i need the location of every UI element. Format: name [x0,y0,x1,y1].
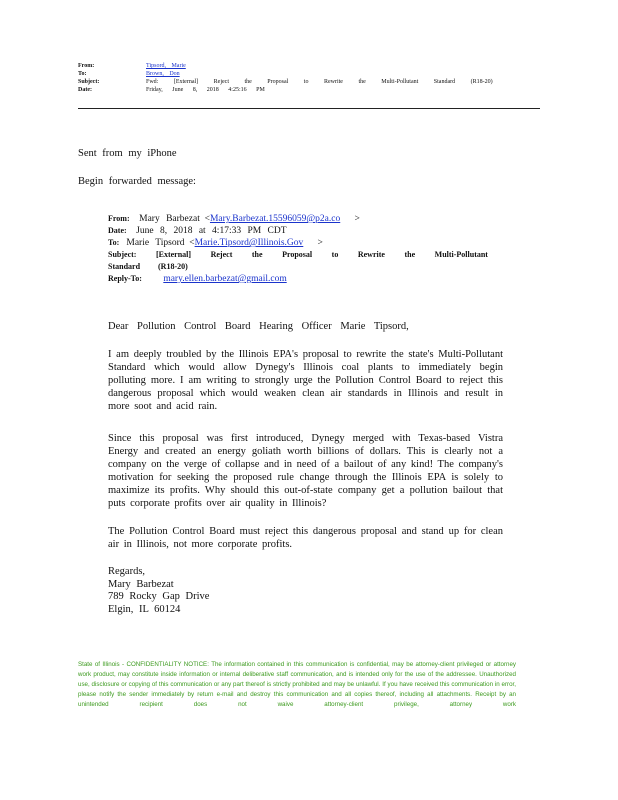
signature [108,566,209,616]
signature-closing: Regards, [108,566,146,577]
header-subject-row [78,78,493,86]
header-to-link[interactable]: Brown, Don [146,71,180,77]
header-divider [78,108,540,109]
fwd-subject-word: Reject [210,250,233,259]
header-subject-value: Fwd: [External] Reject the Proposal to Rewrite the Multi-Pollutant Standard (R18-20) [146,79,493,85]
fwd-subject-word: Multi-Pollutant [434,250,488,259]
fwd-date-row [108,225,488,237]
header-to-label: To: [78,71,87,77]
fwd-from-label: From: [108,214,130,223]
header-date-row [78,86,493,94]
fwd-replyto-label: Reply-To: [108,274,142,283]
fwd-subject-word: the [251,250,263,259]
fwd-from-row: From: Mary Barbezat <Mary.Barbezat.15596059@p2a.co > [108,214,360,224]
fwd-from-name: Mary Barbezat [139,214,200,224]
header-from-row [78,62,493,70]
sent-from-line: Sent from my iPhone [78,148,177,159]
fwd-date-value: June 8, 2018 at 4:17:33 PM CDT [136,226,287,236]
fwd-from-email[interactable]: Mary.Barbezat.15596059@p2a.co [209,214,341,224]
signature-city: Elgin, IL 60124 [108,603,181,615]
fwd-subject-line2: Standard (R18-20) [108,262,188,271]
signature-name: Mary Barbezat [108,578,174,590]
fwd-to-email[interactable]: Marie.Tipsord@Illinois.Gov [194,238,304,248]
header-date-value: Friday, June 8, 2018 4:25:16 PM [146,87,265,93]
header-from-label: From: [78,63,95,69]
paragraph-1: I am deeply troubled by the Illinois EPA's proposal to rewrite the state's Multi-Pollutant Standard which would allow Dynegy's Illinois coal plants to immediately begin polluting more. I am writing to strongly urge the Pollution Control Board to reject this dangerous proposal which would weaken clean air standards in Illinois and result in more soot and acid rain. [108,349,503,412]
fwd-date-label: Date: [108,226,127,235]
fwd-replyto-row [108,273,488,285]
fwd-to-label: To: [108,238,120,247]
fwd-subject-word: to [331,250,339,259]
paragraph-2: Since this proposal was first introduced, Dynegy merged with Texas-based Vistra Energy and created an energy goliath worth billions of dollars. This is clearly not a company on the verge of collapse and in need of a bailout of any kind! The company's motivation for seeking the proposed rule change through the Illinois EPA is solely to maximize its profits. Why should this out-of-state company get a pollution bailout that puts corporate profits over air quality in Illinois? [108,433,503,509]
begin-forwarded-line: Begin forwarded message: [78,176,196,187]
fwd-to-row: To: Marie Tipsord <Marie.Tipsord@Illinois.Gov > [108,238,323,248]
fwd-subject-word: Rewrite [357,250,385,259]
paragraph-3: The Pollution Control Board must reject this dangerous proposal and stand up for clean air in Illinois, not more corporate profits. [108,526,503,550]
header-date-label: Date: [78,87,92,93]
signature-street: 789 Rocky Gap Drive [108,591,210,602]
confidentiality-notice: State of Illinois - CONFIDENTIALITY NOTICE: The information contained in this communication is confidential, may be attorney-client privileged or attorney work product, may constitute inside information or internal deliberative staff communication, and is intended only for the use of the addressee. Unauthorized use, disclosure or copying of this communication or any part thereof is strictly prohibited and may be unlawful. If you have received this communication in error, please notify the sender immediately by return e-mail and destroy this communication and all copies thereof, including all attachments. Receipt by an unintended recipient does not waive attorney-client privilege, attorney work [78,661,516,708]
header-from-link[interactable]: Tipsord, Marie [146,63,186,69]
fwd-subject-word: the [404,250,416,259]
header-subject-label: Subject: [78,79,100,85]
email-header [78,62,493,94]
fwd-subject-word: [External] [155,250,192,259]
fwd-subject-row [108,249,488,261]
fwd-subject-word: Proposal [282,250,313,259]
greeting: Dear Pollution Control Board Hearing Officer Marie Tipsord, [108,321,409,332]
forwarded-header [108,213,488,285]
fwd-subject-label: Subject: [108,250,137,259]
fwd-replyto-email[interactable]: mary.ellen.barbezat@gmail.com [163,274,287,284]
header-to-row [78,70,493,78]
fwd-to-name: Marie Tipsord [126,238,185,248]
